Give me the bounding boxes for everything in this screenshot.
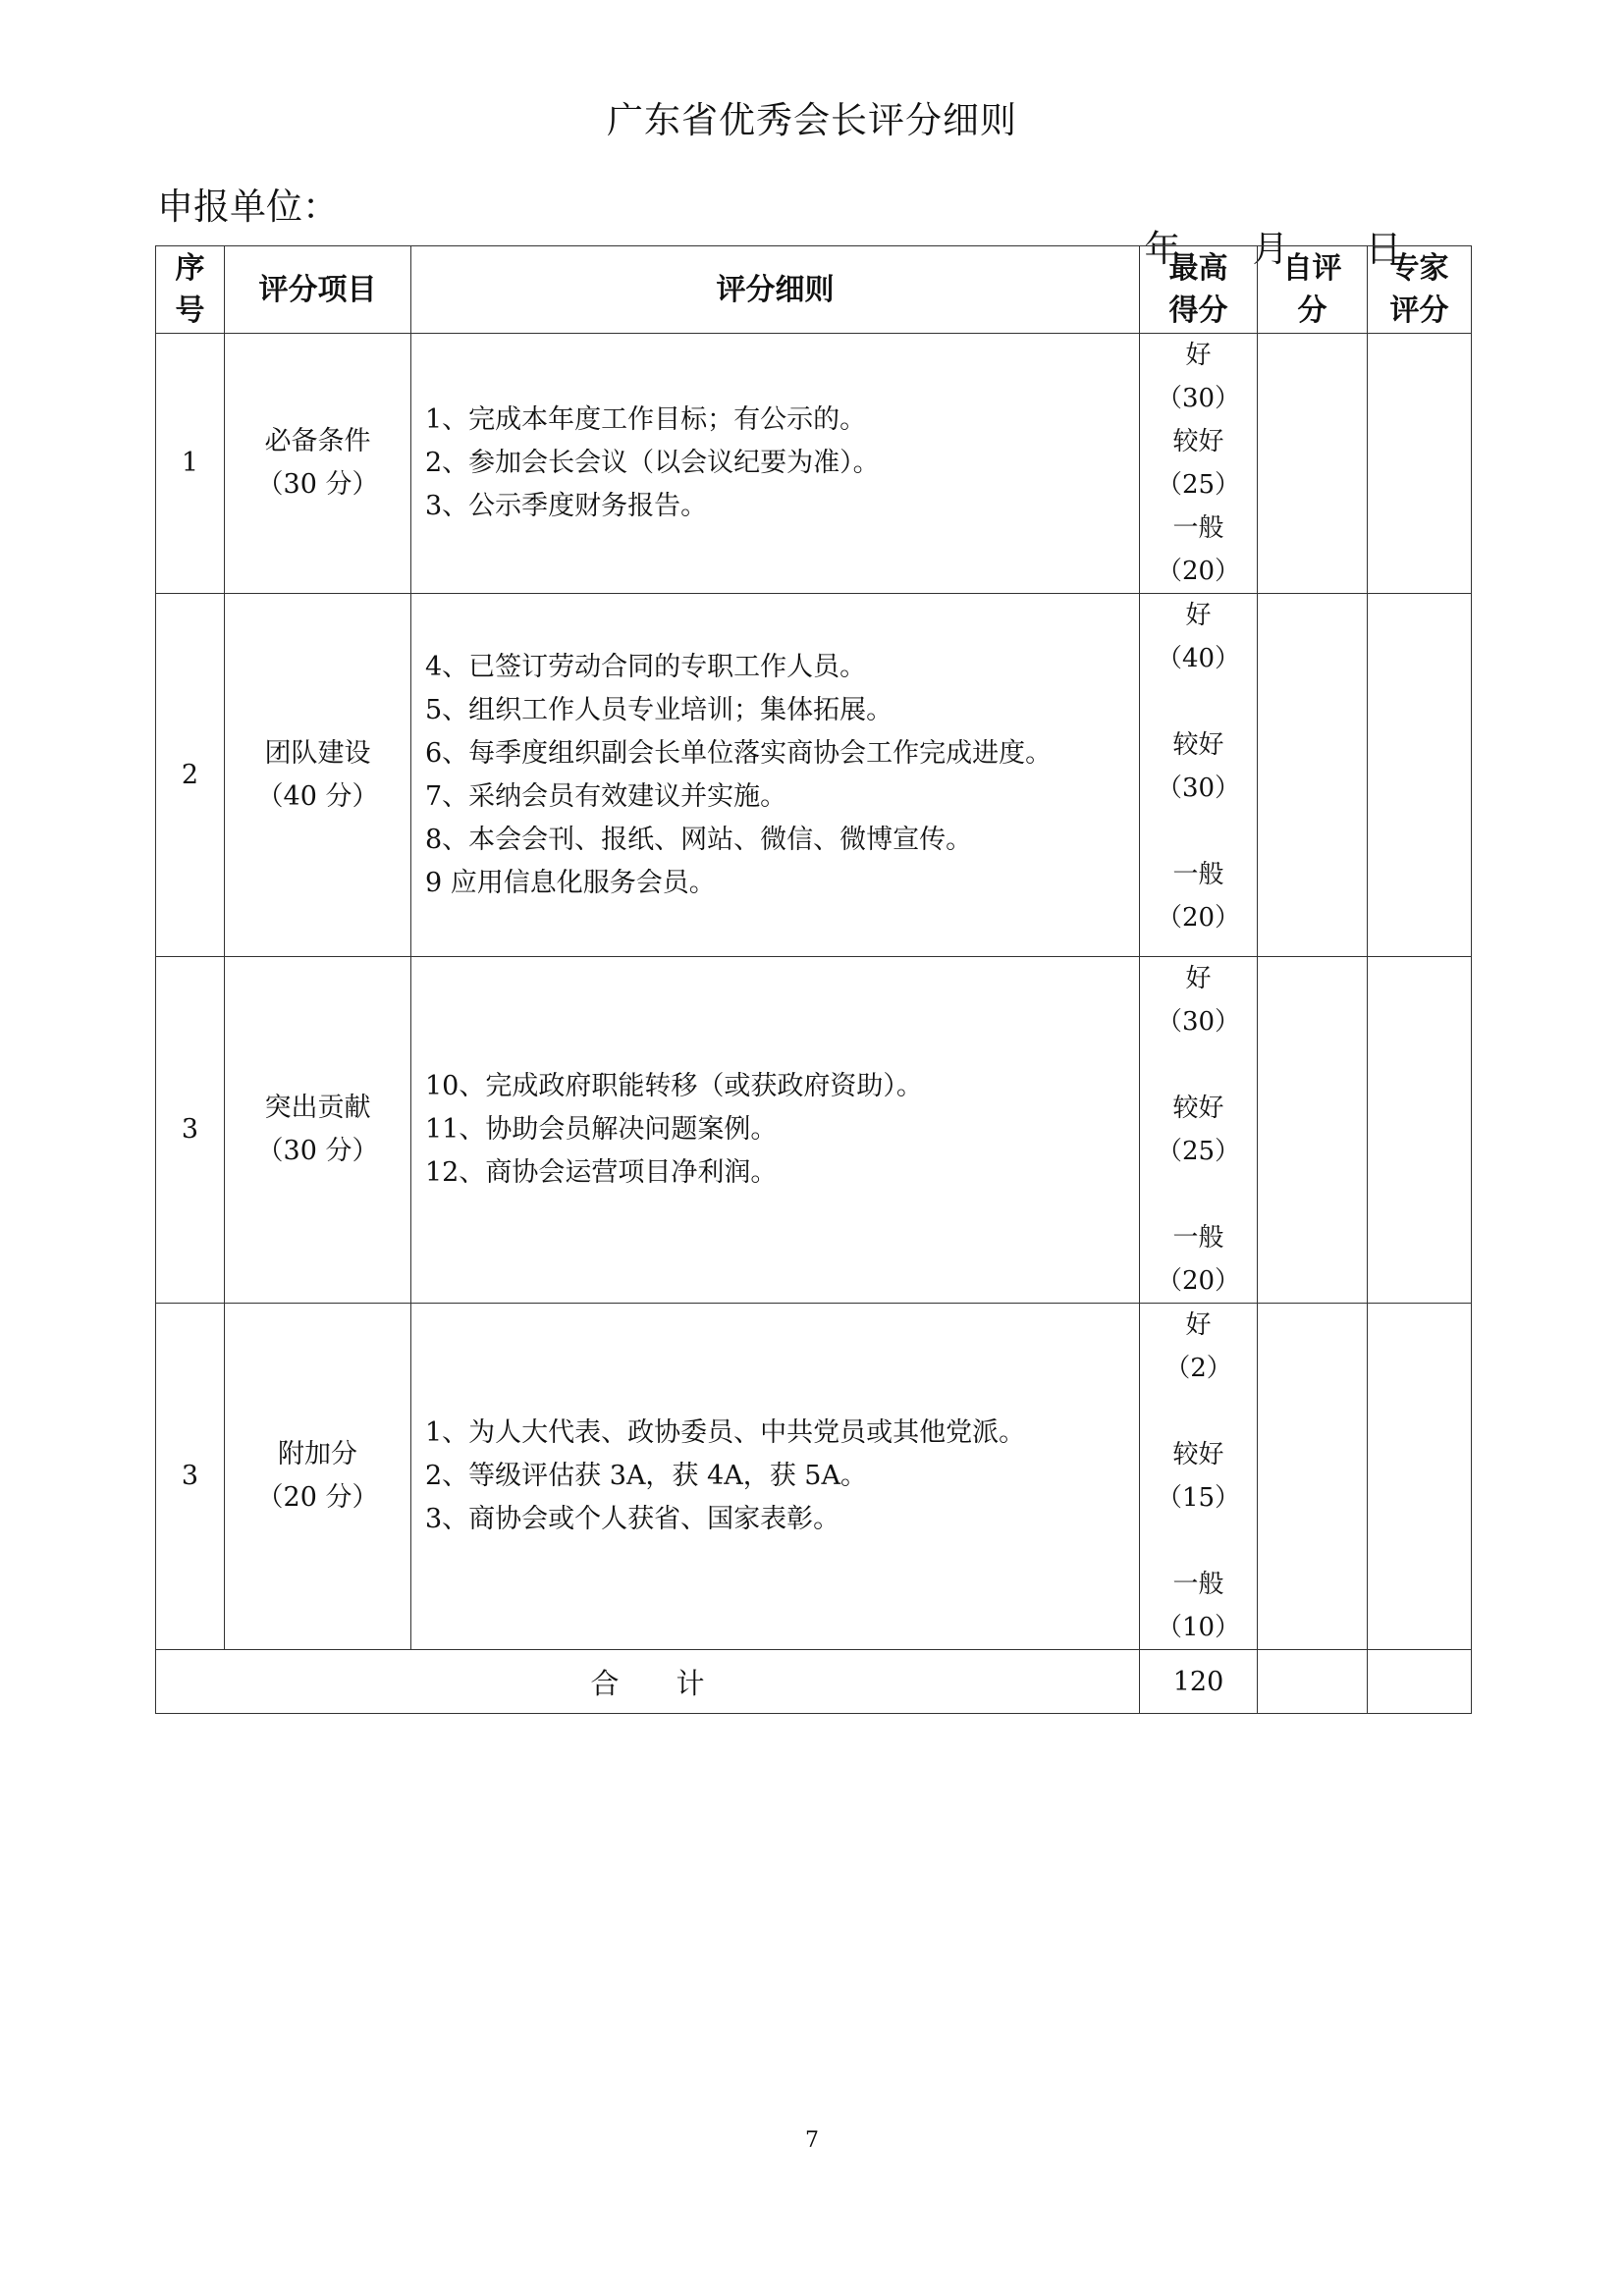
scoring-table: [155, 245, 1472, 1714]
row-item-points: （20 分）: [256, 1482, 379, 1513]
grade-line: （30）: [1156, 774, 1241, 803]
header-self: [1258, 246, 1368, 334]
rule-line: 9 应用信息化服务会员。: [425, 867, 716, 898]
row-expert-score[interactable]: [1368, 957, 1472, 1304]
page-number: 7: [805, 2128, 819, 2153]
grade-line: （25）: [1156, 470, 1241, 500]
header-seq: [156, 246, 225, 334]
row-self-score[interactable]: [1258, 957, 1368, 1304]
grade-line: 好: [1185, 964, 1212, 993]
total-self-score[interactable]: [1258, 1650, 1368, 1714]
row-seq: 3: [156, 1304, 225, 1650]
grade-line: （20）: [1156, 1266, 1241, 1296]
grade-line: （15）: [1156, 1483, 1241, 1513]
row-rules: [411, 334, 1140, 594]
row-item-name: 团队建设: [264, 737, 371, 769]
row-item: [225, 957, 411, 1304]
header-seq-text: 序号: [175, 251, 205, 328]
grade-line: 好: [1185, 1310, 1212, 1340]
page-title: 广东省优秀会长评分细则: [607, 99, 1017, 141]
grade-line: （25）: [1156, 1137, 1241, 1166]
row-self-score[interactable]: [1258, 594, 1368, 957]
row-max-score: [1140, 334, 1258, 594]
grade-line: （20）: [1156, 557, 1241, 586]
rule-line: 1、完成本年度工作目标；有公示的。: [425, 404, 867, 435]
row-max-score: [1140, 957, 1258, 1304]
grade-spacer: [1140, 680, 1257, 723]
rule-line: 12、商协会运营项目净利润。: [425, 1157, 778, 1188]
row-item: [225, 594, 411, 957]
date-day-label: 日: [1365, 228, 1402, 270]
grade-line: （40）: [1156, 644, 1241, 673]
grade-spacer: [1140, 1520, 1257, 1563]
grade-line: （2）: [1164, 1354, 1232, 1383]
table-row: [156, 1304, 1472, 1650]
grade-line: （20）: [1156, 903, 1241, 933]
grade-line: 好: [1185, 601, 1212, 630]
table-row: [156, 334, 1472, 594]
row-expert-score[interactable]: [1368, 594, 1472, 957]
header-expert-text: 专家评分: [1389, 251, 1449, 328]
header-rules: 评分细则: [411, 246, 1140, 334]
header-self-text: 自评分: [1282, 251, 1342, 328]
rule-line: 1、为人大代表、政协委员、中共党员或其他党派。: [425, 1417, 1026, 1448]
row-expert-score[interactable]: [1368, 334, 1472, 594]
grade-line: 一般: [1172, 513, 1224, 543]
grade-line: 一般: [1172, 860, 1224, 889]
total-value: 120: [1140, 1650, 1258, 1714]
grade-line: （30）: [1156, 384, 1241, 413]
rule-line: 10、完成政府职能转移（或获政府资助）。: [425, 1071, 923, 1101]
rule-line: 2、等级评估获 3A，获 4A，获 5A。: [425, 1461, 867, 1491]
grade-line: 较好: [1172, 730, 1224, 760]
grade-line: 一般: [1172, 1570, 1224, 1599]
total-label: 合 计: [156, 1650, 1140, 1714]
rule-line: 3、商协会或个人获省、国家表彰。: [425, 1504, 840, 1534]
row-self-score[interactable]: [1258, 1304, 1368, 1650]
row-item-name: 必备条件: [264, 426, 371, 456]
rule-line: 3、公示季度财务报告。: [425, 491, 708, 521]
total-expert-score[interactable]: [1368, 1650, 1472, 1714]
rule-line: 7、采纳会员有效建议并实施。: [425, 780, 787, 812]
rule-line: 11、协助会员解决问题案例。: [425, 1114, 778, 1145]
header-max: [1140, 246, 1258, 334]
row-item-points: （30 分）: [256, 469, 379, 500]
rule-line: 8、本会会刊、报纸、网站、微信、微博宣传。: [425, 824, 973, 855]
row-item: [225, 334, 411, 594]
row-max-score: [1140, 1304, 1258, 1650]
rule-line: 4、已签订劳动合同的专职工作人员。: [425, 651, 867, 682]
header-expert: [1368, 246, 1472, 334]
table-row: [156, 594, 1472, 957]
row-self-score[interactable]: [1258, 334, 1368, 594]
grade-line: 较好: [1172, 427, 1224, 456]
header-max-text: 最高得分: [1168, 251, 1228, 328]
rule-line: 6、每季度组织副会长单位落实商协会工作完成进度。: [425, 737, 1053, 769]
rule-line: 5、组织工作人员专业培训；集体拓展。: [425, 694, 893, 725]
grade-line: 好: [1185, 341, 1212, 370]
date-month-label: 月: [1252, 228, 1289, 270]
grade-spacer: [1140, 1390, 1257, 1433]
row-item-name: 突出贡献: [264, 1093, 371, 1123]
row-item-points: （30 分）: [256, 1136, 379, 1166]
row-item-points: （40 分）: [256, 780, 379, 812]
row-rules: [411, 1304, 1140, 1650]
row-max-score: [1140, 594, 1258, 957]
applicant-unit-label: 申报单位：: [157, 186, 339, 228]
grade-spacer: [1140, 1173, 1257, 1216]
grade-spacer: [1140, 1043, 1257, 1087]
row-seq: 3: [156, 957, 225, 1304]
row-rules: [411, 594, 1140, 957]
rule-line: 2、参加会长会议（以会议纪要为准）。: [425, 448, 880, 478]
grade-line: 较好: [1172, 1440, 1224, 1469]
row-seq: 2: [156, 594, 225, 957]
table-header-row: [156, 246, 1472, 334]
row-rules: [411, 957, 1140, 1304]
row-expert-score[interactable]: [1368, 1304, 1472, 1650]
row-item: [225, 1304, 411, 1650]
grade-line: 较好: [1172, 1094, 1224, 1123]
table-row: [156, 957, 1472, 1304]
grade-line: （10）: [1156, 1613, 1241, 1642]
grade-line: （30）: [1156, 1007, 1241, 1037]
total-row: [156, 1650, 1472, 1714]
row-seq: 1: [156, 334, 225, 594]
grade-line: 一般: [1172, 1223, 1224, 1253]
row-item-name: 附加分: [278, 1439, 357, 1469]
date-year-label: 年: [1144, 228, 1181, 270]
header-item: 评分项目: [225, 246, 411, 334]
grade-spacer: [1140, 810, 1257, 853]
